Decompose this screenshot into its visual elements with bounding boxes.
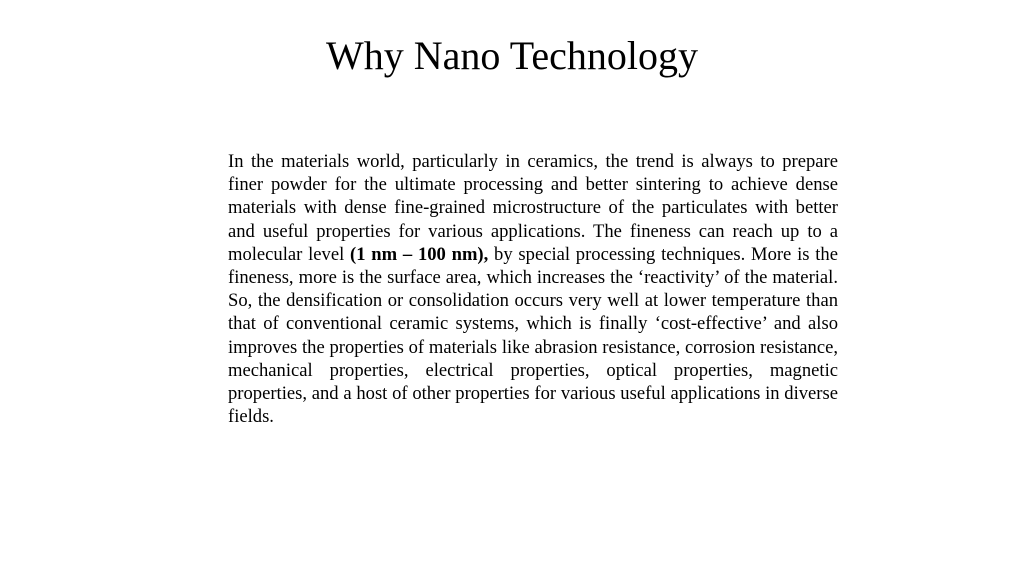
slide-title: Why Nano Technology xyxy=(326,33,698,78)
paragraph-text-part2: by special processing techniques. More is the fineness, more is the surface area, which increases the ‘reactivity’ of the material. So, the densification or consolidation occurs very well at lower temperature than that of conventional ceramic systems, which is finally ‘cost-effective’ and also improves the properties of materials like abrasion resistance, corrosion resistance, mechanical properties, electrical properties, optical properties, magnetic properties, and a host of other properties for various useful applications in diverse fields. xyxy=(228,243,838,428)
paragraph-text-part1: In the materials world, particularly in ceramics, the trend is always to prepare finer powder for the ultimate processing and better sintering to achieve dense materials with dense fine-grained microstructure of the particulates with better and useful properties for various applications. The fineness can reach up to a molecular level xyxy=(228,151,838,265)
body-paragraph xyxy=(228,150,838,428)
paragraph-size-range: (1 nm – 100 nm), xyxy=(350,243,489,265)
